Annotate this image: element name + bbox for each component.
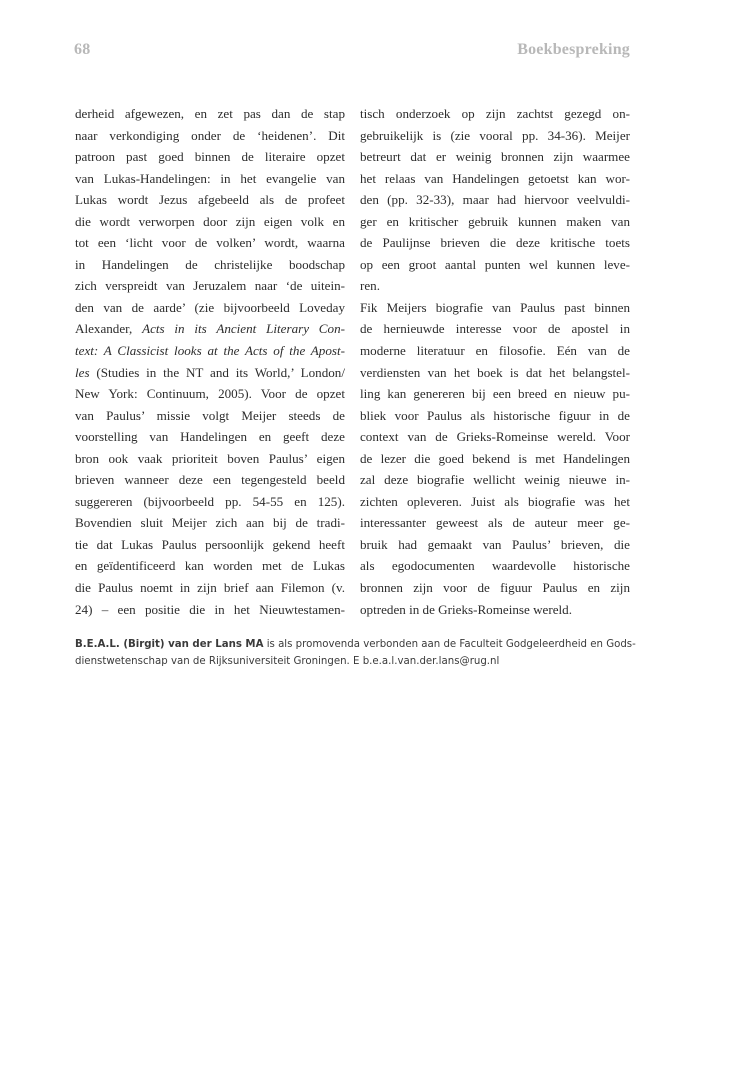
text-fragment: (Studies in the NT and its World,’ London/: [89, 364, 345, 380]
text-line: Fik Meijers biografie van Paulus past binnen: [360, 299, 630, 315]
author-affiliation: is als promovenda verbonden aan de Faculteit Godgeleerdheid en Gods-: [263, 639, 636, 650]
text-line: ren.: [360, 278, 380, 294]
text-line: derheid afgewezen, en zet pas dan de stap: [75, 106, 345, 121]
text-line-mixed: [75, 362, 345, 384]
text-line: op een groot aantal punten wel kunnen leve-: [360, 256, 630, 272]
text-line: bliek voor Paulus als historische figuur in de: [360, 407, 630, 423]
text-line: de Paulijnse brieven die deze kritische toets: [360, 235, 630, 251]
page-number: 68: [74, 41, 91, 58]
left-column: [75, 103, 345, 620]
book-title-italic: Acts in its Ancient Literary Con-: [142, 321, 345, 337]
text-line: tie dat Lukas Paulus persoonlijk gekend heeft: [75, 536, 345, 552]
text-line: zal deze biografie wellicht weinig nieuwe in-: [360, 472, 630, 488]
text-line: betreurt dat er weinig bronnen zijn waarmee: [360, 149, 630, 165]
text-line: [75, 340, 345, 362]
author-note: [75, 636, 635, 670]
text-line: en geïdentificeerd kan worden met de Lukas: [75, 558, 345, 574]
text-line: zichten opleveren. Juist als biografie was het: [360, 493, 630, 509]
text-line: verdiensten van het boek is dat het belangstel-: [360, 364, 630, 380]
text-line: optreden in de Grieks-Romeinse wereld.: [360, 601, 572, 617]
text-line: de hernieuwde interesse voor de apostel in: [360, 321, 630, 337]
text-line: gebruikelijk is (zie vooral pp. 34-36). Meijer: [360, 127, 630, 143]
text-line: den (pp. 32-33), maar had hiervoor veelvuldi-: [360, 192, 630, 208]
text-line: van Lukas-Handelingen: in het evangelie van: [75, 170, 345, 186]
text-line: ling kan genereren bij een breed en nieuw pu-: [360, 386, 630, 402]
text-line: Bovendien sluit Meijer zich aan bij de tradi-: [75, 515, 345, 531]
text-line: New York: Continuum, 2005). Voor de opzet: [75, 386, 345, 402]
text-line: Lukas wordt Jezus afgebeeld als de profeet: [75, 192, 345, 208]
text-line: de lezer die goed bekend is met Handelingen: [360, 450, 630, 466]
text-line: bronnen zijn voor de figuur Paulus en zijn: [360, 580, 630, 596]
text-line: tisch onderzoek op zijn zachtst gezegd on-: [360, 106, 630, 121]
text-fragment: Alexander,: [75, 321, 143, 337]
text-line: bron ook vaak prioriteit boven Paulus’ eigen: [75, 450, 345, 466]
text-line: 24) – een positie die in het Nieuwtestamen-: [75, 601, 345, 617]
text-line: naar verkondiging onder de ‘heidenen’. Dit: [75, 127, 345, 143]
text-line: moderne literatuur en filosofie. Eén van de: [360, 343, 630, 359]
right-column: [360, 103, 630, 620]
text-line: ger en kritischer gebruik kunnen maken van: [360, 213, 630, 229]
text-line: interessanter geweest als de auteur meer ge-: [360, 515, 630, 531]
text-line: die Paulus noemt in zijn brief aan Filemon (v.: [75, 580, 345, 596]
text-line: het relaas van Handelingen getoetst kan wor-: [360, 170, 630, 186]
text-line: voorstelling van Handelingen en geeft deze: [75, 429, 345, 445]
book-title-italic: text: A Classicist looks at the Acts of the Apost-: [75, 343, 345, 359]
text-line: den van de aarde’ (zie bijvoorbeeld Loveday: [75, 299, 345, 315]
text-line-mixed: [75, 318, 345, 340]
text-line: van Paulus’ missie volgt Meijer steeds de: [75, 407, 345, 423]
text-line: in Handelingen de christelijke boodschap: [75, 256, 345, 272]
author-name: B.E.A.L. (Birgit) van der Lans MA: [75, 639, 264, 650]
author-note-line: [75, 636, 635, 653]
running-head: Boekbespreking: [517, 41, 630, 58]
author-note-line: dienstwetenschap van de Rijksuniversiteit Groningen. E b.e.a.l.van.der.lans@rug.nl: [75, 656, 500, 667]
text-line: als egodocumenten waardevolle historische: [360, 558, 630, 574]
text-line: patroon past goed binnen de literaire opzet: [75, 149, 345, 165]
text-line: context van de Grieks-Romeinse wereld. Voor: [360, 429, 630, 445]
text-line: bruik had gemaakt van Paulus’ brieven, die: [360, 536, 630, 552]
book-title-italic: les: [75, 364, 90, 380]
text-line: brieven wanneer deze een tegengesteld beeld: [75, 472, 345, 488]
text-line: tot een ‘licht voor de volken’ wordt, waarna: [75, 235, 345, 251]
text-line: die wordt verworpen door zijn eigen volk en: [75, 213, 345, 229]
text-line: zich verspreidt van Jeruzalem naar ‘de uitein-: [75, 278, 345, 294]
text-line: suggereren (bijvoorbeeld pp. 54-55 en 125).: [75, 493, 345, 509]
